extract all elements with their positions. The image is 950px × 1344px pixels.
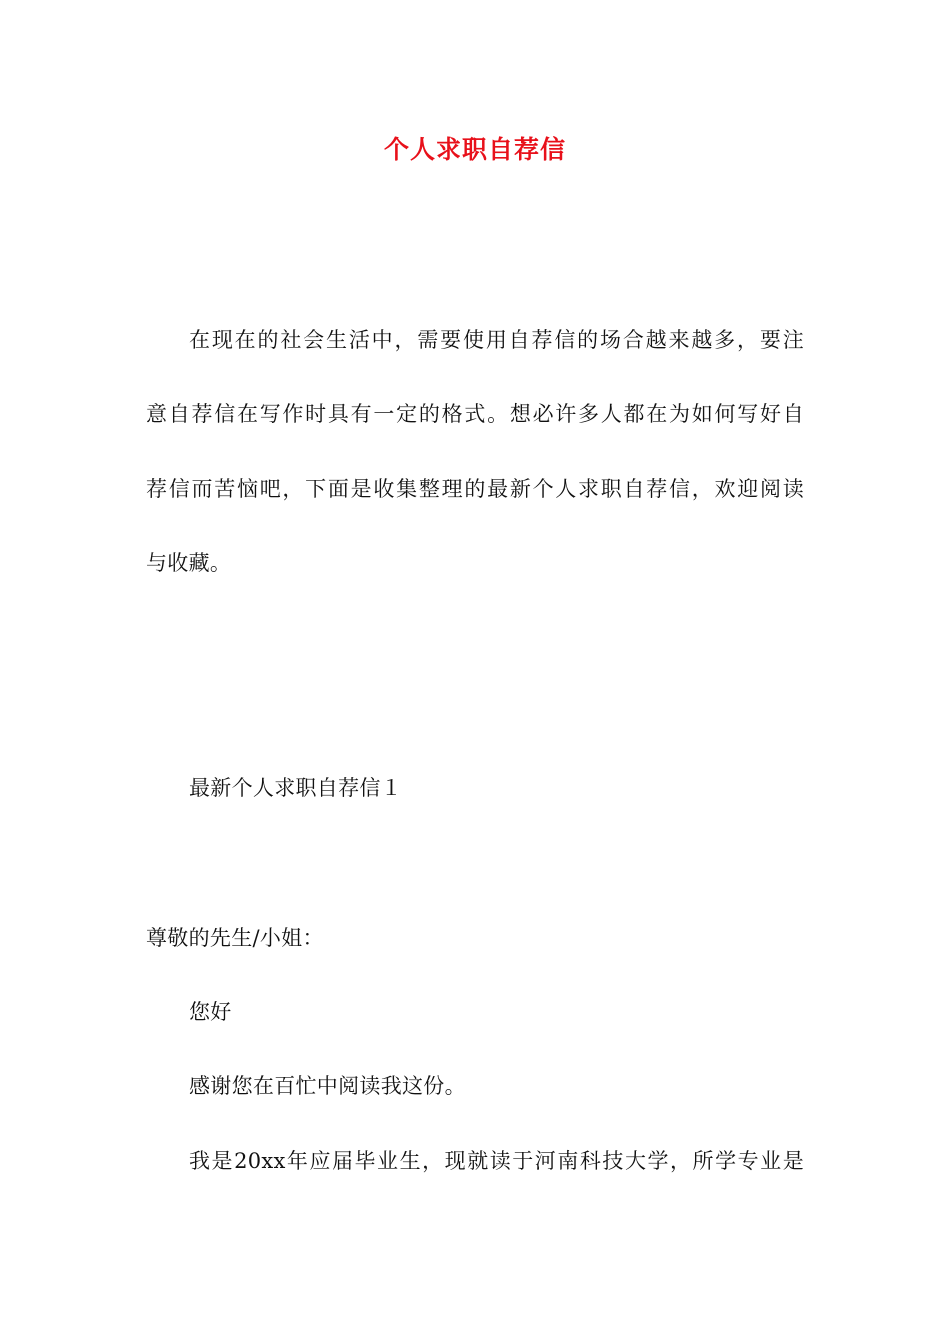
intro-line-4: 与收藏。 — [146, 551, 232, 575]
greeting: 您好 — [189, 1000, 232, 1024]
intro-line-3: 荐信而苦恼吧，下面是收集整理的最新个人求职自荐信，欢迎阅读 — [146, 477, 804, 501]
intro-line-1: 在现在的社会生活中，需要使用自荐信的场合越来越多，要注 — [189, 328, 804, 352]
intro-line-2: 意自荐信在写作时具有一定的格式。想必许多人都在为如何写好自 — [146, 402, 804, 426]
section-heading: 最新个人求职自荐信１ — [189, 776, 402, 800]
document-title: 个人求职自荐信 — [383, 135, 566, 164]
salutation: 尊敬的先生/小姐： — [146, 926, 324, 950]
body-line-2: 我是20xx年应届毕业生，现就读于河南科技大学，所学专业是 — [189, 1149, 804, 1173]
body-line-1: 感谢您在百忙中阅读我这份。 — [189, 1074, 466, 1098]
